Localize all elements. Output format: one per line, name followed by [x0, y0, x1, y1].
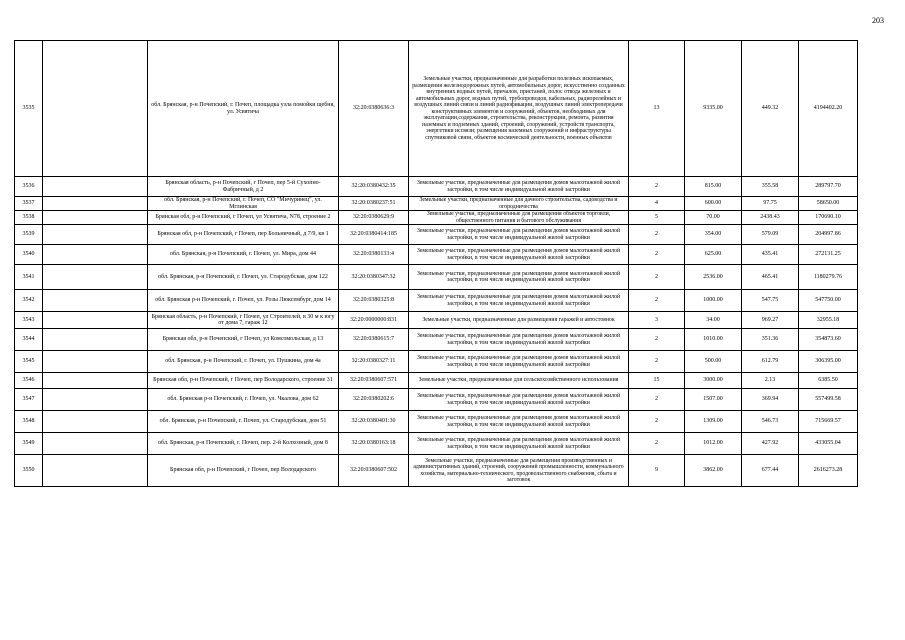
area-cell: 3000.00 [685, 373, 742, 389]
group-cell: 13 [629, 41, 685, 177]
group-cell: 5 [629, 211, 685, 225]
group-cell: 3 [629, 312, 685, 329]
area-cell: 3862.00 [685, 455, 742, 487]
table-row [15, 455, 858, 487]
row-number: 3539 [15, 225, 43, 245]
address-cell: Брянская обл, р-н Почепский, г Почеп, пер Володарского, строение 31 [148, 373, 339, 389]
land-use-cell: Земельные участки, предназначенные для размещения домов малоэтажной жилой застройки, в том числе индивидуальной жилой застройки [409, 329, 629, 351]
blank-cell [43, 225, 148, 245]
area-cell: 500.00 [685, 351, 742, 373]
group-cell: 9 [629, 455, 685, 487]
rate-cell: 449.32 [742, 41, 799, 177]
land-use-cell: Земельные участки, предназначенные для размещения домов малоэтажной жилой застройки, в том числе индивидуальной жилой застройки [409, 411, 629, 433]
table-row [15, 290, 858, 312]
cadastral-number-cell: 32:20:0380607:502 [339, 455, 409, 487]
table-row [15, 211, 858, 225]
blank-cell [43, 433, 148, 455]
cadastral-number-cell: 32:20:0380629:9 [339, 211, 409, 225]
area-cell: 1000.00 [685, 290, 742, 312]
area-cell: 1507.00 [685, 389, 742, 411]
group-cell: 2 [629, 265, 685, 290]
address-cell: обл. Брянская, р-н Почепский, г. Почеп, ул. Стародубская, дом 51 [148, 411, 339, 433]
cadastral-value-table [14, 40, 858, 487]
cadastral-number-cell: 32:20:0380133:4 [339, 245, 409, 265]
group-cell: 2 [629, 225, 685, 245]
row-number: 3540 [15, 245, 43, 265]
group-cell: 2 [629, 290, 685, 312]
cadastral-value-cell: 6385.50 [799, 373, 858, 389]
land-use-cell: Земельные участки, предназначенные для разработки полезных ископаемых, размещения железнодорожных путей, автомобильных дорог, искусственно созданных внутренних водных путей, причалов, пристаней, полос отвода железных и автомобильных дорог, водных путей, трубопроводов, кабельных, радиорелейных и воздушных линий связи и линий радиофикации, воздушных линий электропередачи конструктивных элементов и сооружений, объектов, необходимых для эксплуатации,содержания, строительства, реконструкции, ремонта, развития наземных и подземных зданий, строений, сооружений, устройств транспорта, энергетики иссвязи; размещения наземных сооружений и инфраструктуры спутниковой связи, объектов космической деятельности, военных объектов [409, 41, 629, 177]
blank-cell [43, 373, 148, 389]
cadastral-value-cell: 2616273.28 [799, 455, 858, 487]
row-number: 3538 [15, 211, 43, 225]
cadastral-value-cell: 289797.70 [799, 177, 858, 197]
blank-cell [43, 411, 148, 433]
cadastral-number-cell: 32:20:0380636:3 [339, 41, 409, 177]
land-use-cell: Земельные участки, предназначенные для размещения гаражей и автостоянок [409, 312, 629, 329]
table-row [15, 433, 858, 455]
table-row [15, 225, 858, 245]
row-number: 3535 [15, 41, 43, 177]
rate-cell: 2.13 [742, 373, 799, 389]
cadastral-number-cell: 32:20:0380347:32 [339, 265, 409, 290]
cadastral-value-cell: 170690.10 [799, 211, 858, 225]
rate-cell: 355.58 [742, 177, 799, 197]
row-number: 3550 [15, 455, 43, 487]
row-number: 3547 [15, 389, 43, 411]
group-cell: 2 [629, 245, 685, 265]
land-use-cell: Земельные участки, предназначенные для размещения домов малоэтажной жилой застройки, в том числе индивидуальной жилой застройки [409, 389, 629, 411]
address-cell: Брянская обл, р-н Почепский, г Почеп, ул Комсомольская, д 13 [148, 329, 339, 351]
cadastral-number-cell: 32:20:0380401:30 [339, 411, 409, 433]
cadastral-number-cell: 32:20:0380615:7 [339, 329, 409, 351]
blank-cell [43, 197, 148, 211]
rate-cell: 969.27 [742, 312, 799, 329]
cadastral-value-cell: 433055.04 [799, 433, 858, 455]
blank-cell [43, 265, 148, 290]
area-cell: 9335.00 [685, 41, 742, 177]
group-cell: 15 [629, 373, 685, 389]
area-cell: 600.00 [685, 197, 742, 211]
blank-cell [43, 177, 148, 197]
land-use-cell: Земельные участки, предназначенные для размещения производственных и административных зданий, строений, сооружений промышленности, коммунального хозяйства, материально-технического, продовольственного снабжения, сбыта и заготовок [409, 455, 629, 487]
address-cell: обл. Брянская, р-н Почепский, г. Почеп, ул. Пушкина, дом 4а [148, 351, 339, 373]
address-cell: обл. Брянская р-н Почепский, г. Почеп, ул. Розы Люксембург, дом 14 [148, 290, 339, 312]
row-number: 3548 [15, 411, 43, 433]
cadastral-value-cell: 272131.25 [799, 245, 858, 265]
table-row [15, 41, 858, 177]
area-cell: 1309.00 [685, 411, 742, 433]
cadastral-number-cell: 32:20:0000000:831 [339, 312, 409, 329]
table-row [15, 312, 858, 329]
rate-cell: 97.75 [742, 197, 799, 211]
page-number: 203 [872, 16, 884, 25]
blank-cell [43, 455, 148, 487]
area-cell: 1012.00 [685, 433, 742, 455]
rate-cell: 677.44 [742, 455, 799, 487]
group-cell: 2 [629, 411, 685, 433]
address-cell: обл. Брянская, р-н Почепский, г. Почеп, площадка узла помойки щебня, ул. Усвятича [148, 41, 339, 177]
row-number: 3542 [15, 290, 43, 312]
land-use-cell: Земельные участки, предназначенные для размещения домов малоэтажной жилой застройки, в том числе индивидуальной жилой застройки [409, 265, 629, 290]
blank-cell [43, 290, 148, 312]
blank-cell [43, 389, 148, 411]
address-cell: обл. Брянская, р-н Почепский, г. Почеп, ул. Стародубская, дом 122 [148, 265, 339, 290]
rate-cell: 579.09 [742, 225, 799, 245]
address-cell: Брянская обл, р-н Почепский, г Почеп, пер Володарского [148, 455, 339, 487]
group-cell: 2 [629, 351, 685, 373]
land-use-cell: Земельные участки, предназначенные для размещения домов малоэтажной жилой застройки, в том числе индивидуальной жилой застройки [409, 433, 629, 455]
row-number: 3543 [15, 312, 43, 329]
land-use-cell: Земельные участки, предназначенные для размещения домов малоэтажной жилой застройки, в том числе индивидуальной жилой застройки [409, 177, 629, 197]
address-cell: обл. Брянская, р-н Почепский, г. Почеп, ул. Мира, дом 44 [148, 245, 339, 265]
land-use-cell: Земельные участки, предназначенные для сельскохозяйственного использования [409, 373, 629, 389]
blank-cell [43, 329, 148, 351]
row-number: 3536 [15, 177, 43, 197]
land-use-cell: Земельные участки, предназначенные для размещения домов малоэтажной жилой застройки, в том числе индивидуальной жилой застройки [409, 351, 629, 373]
land-use-cell: Земельные участки, предназначенные для размещения домов малоэтажной жилой застройки, в том числе индивидуальной жилой застройки [409, 225, 629, 245]
group-cell: 2 [629, 389, 685, 411]
cadastral-number-cell: 32:20:0380327:11 [339, 351, 409, 373]
area-cell: 1010.00 [685, 329, 742, 351]
rate-cell: 546.73 [742, 411, 799, 433]
address-cell: Брянская обл, р-н Почепский, г Почеп, пер Больничный, д 7/9, кв 1 [148, 225, 339, 245]
blank-cell [43, 351, 148, 373]
blank-cell [43, 41, 148, 177]
table-row [15, 245, 858, 265]
area-cell: 354.00 [685, 225, 742, 245]
cadastral-number-cell: 32:20:0380202:6 [339, 389, 409, 411]
area-cell: 2536.00 [685, 265, 742, 290]
cadastral-value-cell: 32955.18 [799, 312, 858, 329]
cadastral-number-cell: 32:20:0380237:51 [339, 197, 409, 211]
group-cell: 2 [629, 329, 685, 351]
rate-cell: 435.41 [742, 245, 799, 265]
land-use-cell: Земельные участки, предназначенные для размещения объектов торговли, общественного питания и бытового обслуживания [409, 211, 629, 225]
address-cell: Брянская обл, р-н Почепский, г Почеп, ул Усвятича, N78, строение 2 [148, 211, 339, 225]
row-number: 3545 [15, 351, 43, 373]
cadastral-value-cell: 547750.00 [799, 290, 858, 312]
cadastral-value-cell: 58650.00 [799, 197, 858, 211]
address-cell: обл. Брянская р-н Почепский, г. Почеп, ул. Чкалова, дом 62 [148, 389, 339, 411]
table-body [15, 41, 858, 487]
table-row [15, 389, 858, 411]
cadastral-value-cell: 557499.58 [799, 389, 858, 411]
group-cell: 4 [629, 197, 685, 211]
table-row [15, 329, 858, 351]
cadastral-number-cell: 32:20:0380163:18 [339, 433, 409, 455]
cadastral-value-cell: 354873.60 [799, 329, 858, 351]
rate-cell: 547.75 [742, 290, 799, 312]
rate-cell: 351.36 [742, 329, 799, 351]
rate-cell: 427.92 [742, 433, 799, 455]
cadastral-value-cell: 306395.00 [799, 351, 858, 373]
rate-cell: 369.94 [742, 389, 799, 411]
cadastral-number-cell: 32:20:0380414:185 [339, 225, 409, 245]
cadastral-number-cell: 32:20:0380607:571 [339, 373, 409, 389]
row-number: 3544 [15, 329, 43, 351]
rate-cell: 2438.43 [742, 211, 799, 225]
area-cell: 815.00 [685, 177, 742, 197]
table-row [15, 411, 858, 433]
table-row [15, 265, 858, 290]
address-cell: обл. Брянская, р-н Почепский, г. Почеп, СО "Мичуринец", ул. Мглинская [148, 197, 339, 211]
table-row [15, 351, 858, 373]
cadastral-number-cell: 32:20:0380432:35 [339, 177, 409, 197]
cadastral-value-cell: 715669.57 [799, 411, 858, 433]
rate-cell: 465.41 [742, 265, 799, 290]
address-cell: Брянская область, р-н Почепский, г Почеп, пер 5-й Сухопно-Фабричный, д 2 [148, 177, 339, 197]
row-number: 3546 [15, 373, 43, 389]
area-cell: 34.00 [685, 312, 742, 329]
table-row [15, 373, 858, 389]
blank-cell [43, 245, 148, 265]
address-cell: обл. Брянская, р-н Почепский, г. Почеп, пер. 2-й Колхозный, дом 8 [148, 433, 339, 455]
row-number: 3537 [15, 197, 43, 211]
rate-cell: 612.79 [742, 351, 799, 373]
row-number: 3541 [15, 265, 43, 290]
land-use-cell: Земельные участки, предназначенные для размещения домов малоэтажной жилой застройки, в том числе индивидуальной жилой застройки [409, 290, 629, 312]
row-number: 3549 [15, 433, 43, 455]
address-cell: Брянская область, р-н Почепский, г Почеп, ул Строителей, в 30 м к югу от дома 7, гараж 12 [148, 312, 339, 329]
cadastral-value-cell: 204997.86 [799, 225, 858, 245]
land-use-cell: Земельные участки, предназначенные для размещения домов малоэтажной жилой застройки, в том числе индивидуальной жилой застройки [409, 245, 629, 265]
group-cell: 2 [629, 433, 685, 455]
blank-cell [43, 312, 148, 329]
cadastral-value-cell: 1180279.76 [799, 265, 858, 290]
table-row [15, 177, 858, 197]
cadastral-number-cell: 32:20:0380325:8 [339, 290, 409, 312]
land-use-cell: Земельные участки, предназначенные для дачного строительства, садоводства и огородничества [409, 197, 629, 211]
table-row [15, 197, 858, 211]
group-cell: 2 [629, 177, 685, 197]
area-cell: 625.00 [685, 245, 742, 265]
cadastral-value-cell: 4194402.20 [799, 41, 858, 177]
blank-cell [43, 211, 148, 225]
area-cell: 70.00 [685, 211, 742, 225]
